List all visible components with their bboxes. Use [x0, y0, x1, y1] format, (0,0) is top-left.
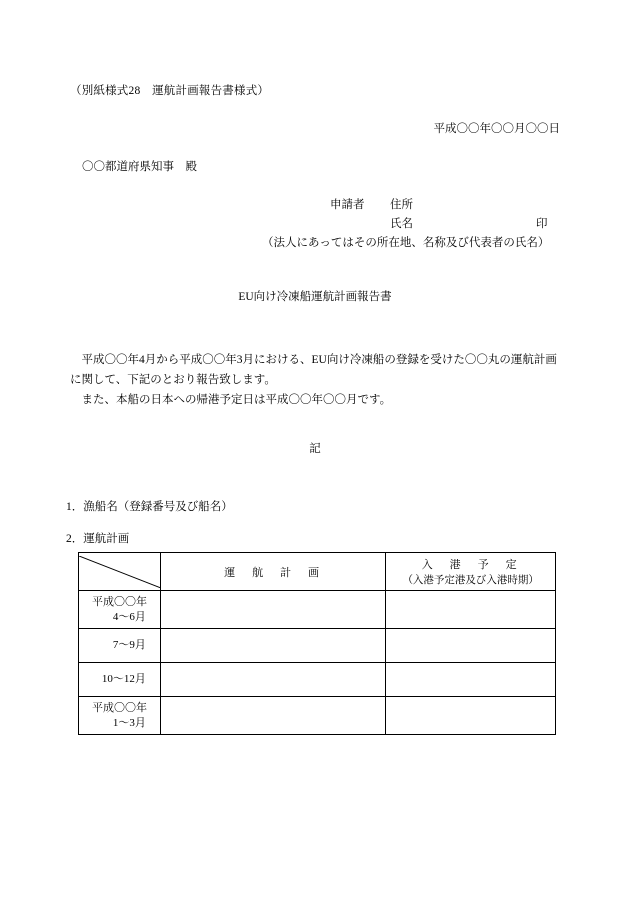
port-cell[interactable] — [386, 663, 556, 697]
seal-label: 印 — [536, 218, 548, 230]
plan-cell[interactable] — [160, 629, 385, 663]
date-line: 平成〇〇年〇〇月〇〇日 — [433, 123, 560, 135]
table-row — [79, 629, 556, 663]
table-row — [79, 591, 556, 629]
form-identifier: （別紙様式28 運航計画報告書様式） — [70, 85, 270, 97]
port-cell[interactable] — [386, 591, 556, 629]
period-cell — [79, 629, 161, 663]
table-row — [79, 663, 556, 697]
applicant-label: 申請者 — [330, 199, 365, 211]
header-port-sublabel: （入港予定港及び入港時期） — [402, 575, 539, 586]
page-title: EU向け冷凍船運航計画報告書 — [238, 291, 392, 303]
plan-cell[interactable] — [160, 697, 385, 735]
applicant-name-row — [0, 215, 630, 234]
ki-mark: 記 — [309, 443, 321, 455]
table-header-row — [79, 553, 556, 591]
applicant-name-label: 氏名 — [390, 218, 413, 230]
port-cell[interactable] — [386, 629, 556, 663]
table-row — [79, 697, 556, 735]
period-top-label: 平成〇〇年 — [91, 701, 147, 714]
header-port-label: 入 港 予 定 — [421, 559, 520, 571]
plan-cell[interactable] — [160, 663, 385, 697]
body-text — [70, 350, 562, 410]
period-bottom-label: 4〜6月 — [112, 610, 146, 623]
header-cell-port — [386, 553, 556, 591]
operation-plan-table — [78, 552, 556, 735]
applicant-note: （法人にあってはその所在地、名称及び代表者の氏名） — [262, 237, 550, 249]
item-operation-plan: 2．運航計画 — [66, 533, 130, 545]
body-paragraph-2: また、本船の日本への帰港予定日は平成〇〇年〇〇月です。 — [81, 394, 392, 407]
period-cell — [79, 591, 161, 629]
item-vessel-name: 1．漁船名（登録番号及び船名） — [66, 501, 233, 513]
period-bottom-label: 10〜12月 — [101, 673, 146, 686]
addressee-line: 〇〇都道府県知事 殿 — [82, 161, 197, 173]
period-cell — [79, 697, 161, 735]
port-cell[interactable] — [386, 697, 556, 735]
applicant-address-row — [0, 196, 630, 215]
header-plan-label: 運 航 計 画 — [224, 566, 323, 579]
diagonal-divider-icon — [79, 556, 160, 588]
body-paragraph-1: 平成〇〇年4月から平成〇〇年3月における、EU向け冷凍船の登録を受けた〇〇丸の運航計画に関して、下記のとおり報告致します。 — [70, 354, 557, 387]
period-bottom-label: 1〜3月 — [112, 716, 146, 729]
plan-cell[interactable] — [160, 591, 385, 629]
applicant-address-label: 住所 — [390, 199, 413, 211]
header-cell-plan — [160, 553, 385, 591]
applicant-block — [0, 196, 630, 249]
header-cell-diagonal — [79, 553, 161, 591]
period-top-label: 平成〇〇年 — [91, 595, 147, 608]
period-bottom-label: 7〜9月 — [112, 639, 146, 652]
period-cell — [79, 663, 161, 697]
